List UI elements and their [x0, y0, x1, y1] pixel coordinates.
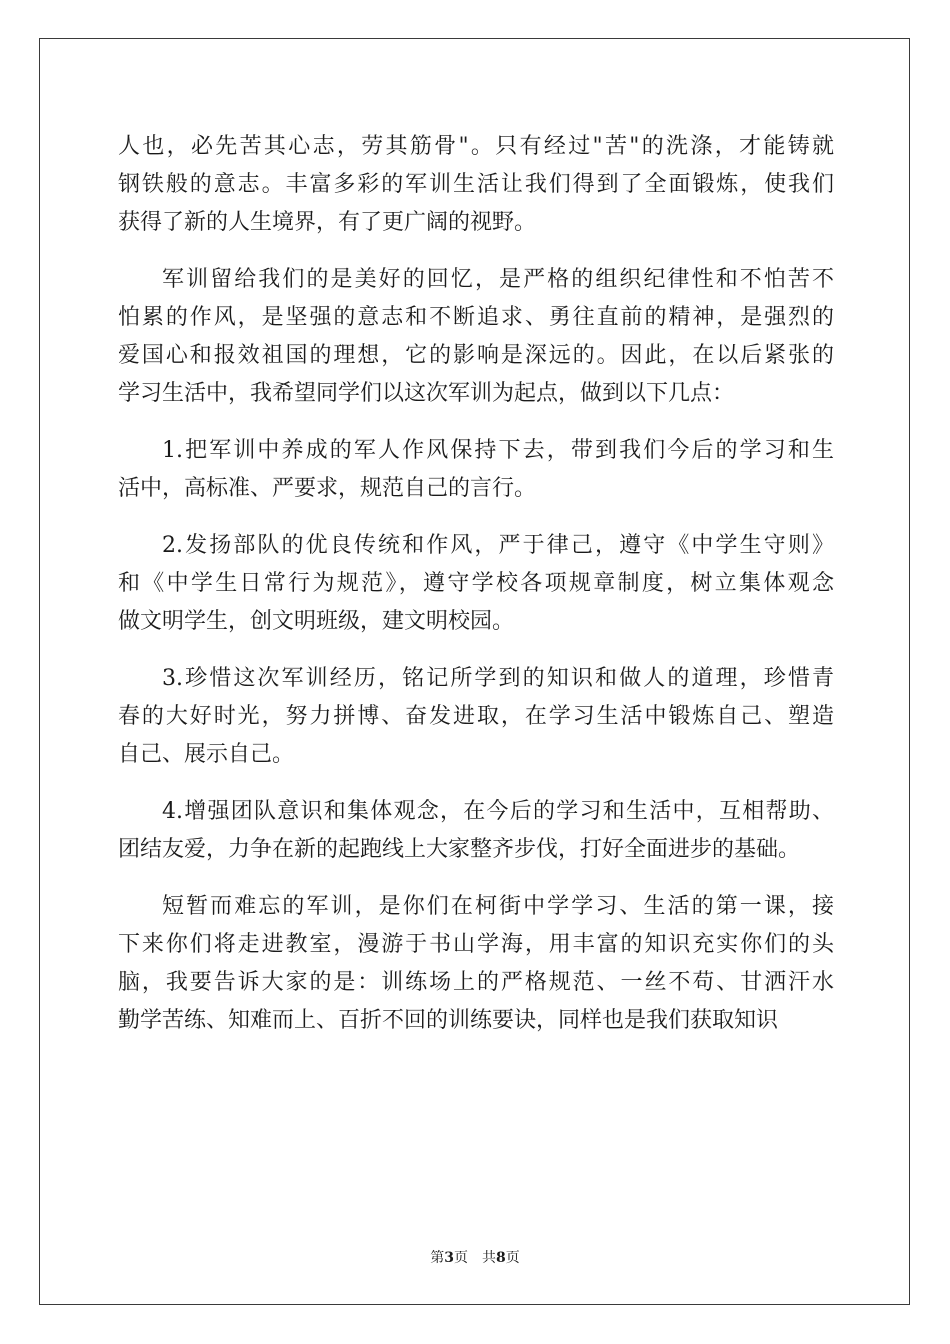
text-line: 爱国心和报效祖国的理想，它的影响是深远的。因此，在以后紧张的: [118, 343, 834, 368]
paragraph-gap: [118, 774, 834, 793]
paragraph-gap: [118, 413, 834, 432]
paragraph: [118, 527, 834, 641]
paragraph: [118, 432, 834, 508]
paragraph: [118, 793, 834, 869]
text-line: 做文明学生，创文明班级，建文明校园。: [118, 609, 515, 634]
footer-suffix: 页: [505, 1250, 520, 1266]
document-body: [118, 128, 834, 1040]
text-line: 人也，必先苦其心志，劳其筋骨"。只有经过"苦"的洗涤，才能铸就: [118, 134, 834, 159]
paragraph-gap: [118, 641, 834, 660]
text-line: 4.增强团队意识和集体观念，在今后的学习和生活中，互相帮助、: [162, 799, 834, 824]
text-line: 团结友爱，力争在新的起跑线上大家整齐步伐，打好全面进步的基础。: [118, 837, 801, 862]
paragraph-gap: [118, 508, 834, 527]
text-line: 春的大好时光，努力拼博、奋发进取，在学习生活中锻炼自己、塑造: [118, 704, 834, 729]
paragraph: [118, 261, 834, 413]
text-line: 活中，高标准、严要求，规范自己的言行。: [118, 476, 537, 501]
text-line: 和《中学生日常行为规范》，遵守学校各项规章制度，树立集体观念: [118, 571, 834, 596]
text-line: 军训留给我们的是美好的回忆，是严格的组织纪律性和不怕苦不: [162, 267, 834, 292]
footer-mid: 页 共: [454, 1250, 496, 1266]
paragraph-gap: [118, 242, 834, 261]
text-line: 怕累的作风，是坚强的意志和不断追求、勇往直前的精神，是强烈的: [118, 305, 834, 330]
paragraph: [118, 888, 834, 1040]
text-line: 钢铁般的意志。丰富多彩的军训生活让我们得到了全面锻炼，使我们: [118, 172, 834, 197]
text-line: 自己、展示自己。: [118, 742, 295, 767]
footer-prefix: 第: [430, 1250, 445, 1266]
text-line: 2.发扬部队的优良传统和作风，严于律己，遵守《中学生守则》: [162, 533, 834, 558]
paragraph-gap: [118, 869, 834, 888]
text-line: 下来你们将走进教室，漫游于书山学海，用丰富的知识充实你们的头: [118, 932, 834, 957]
text-line: 获得了新的人生境界，有了更广阔的视野。: [118, 210, 537, 235]
text-line: 3.珍惜这次军训经历，铭记所学到的知识和做人的道理，珍惜青: [162, 666, 834, 691]
page-footer: [0, 1247, 950, 1267]
paragraph: [118, 128, 834, 242]
total-page-number: 8: [496, 1250, 506, 1266]
paragraph: [118, 660, 834, 774]
text-line: 脑，我要告诉大家的是：训练场上的严格规范、一丝不苟、甘洒汗水: [118, 970, 834, 995]
text-line: 学习生活中，我希望同学们以这次军训为起点，做到以下几点：: [118, 381, 735, 406]
text-line: 勤学苦练、知难而上、百折不回的训练要诀，同样也是我们获取知识: [118, 1008, 779, 1033]
current-page-number: 3: [444, 1250, 454, 1266]
text-line: 1.把军训中养成的军人作风保持下去，带到我们今后的学习和生: [162, 438, 834, 463]
text-line: 短暂而难忘的军训，是你们在柯街中学学习、生活的第一课，接: [162, 894, 834, 919]
